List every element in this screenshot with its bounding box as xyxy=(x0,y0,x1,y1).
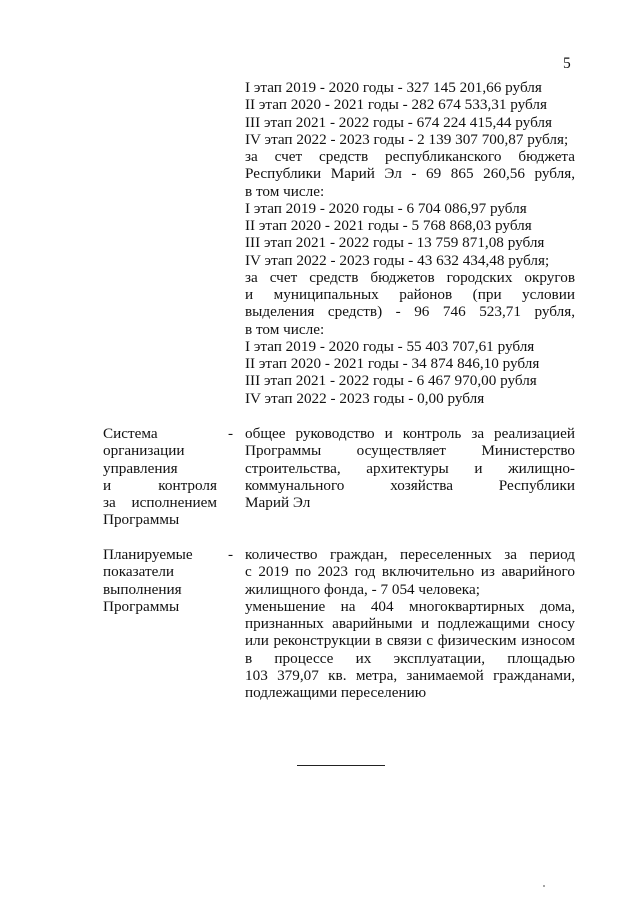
municipal-stage-4: IV этап 2022 - 2023 годы - 0,00 рубля xyxy=(245,389,485,407)
indicators-dash: - xyxy=(228,546,234,563)
indicators-label-line: выполнения xyxy=(103,580,182,598)
management-value-line: Программы осуществляет Министерство xyxy=(245,442,575,460)
federal-stage-1: I этап 2019 - 2020 годы - 327 145 201,66 рубля xyxy=(245,79,542,96)
management-label xyxy=(103,425,217,529)
republic-stage-2: II этап 2020 - 2021 годы - 5 768 868,03 рубля xyxy=(245,217,532,234)
indicators-value-line: или реконструкции в связи с физическим износом xyxy=(245,632,575,650)
municipal-stage-2: II этап 2020 - 2021 годы - 34 874 846,10 рубля xyxy=(245,355,540,372)
indicators-label xyxy=(103,546,217,615)
municipal-stage-1: I этап 2019 - 2020 годы - 55 403 707,61 рубля xyxy=(245,337,535,355)
republic-stage-1: I этап 2019 - 2020 годы - 6 704 086,97 рубля xyxy=(245,199,527,217)
republic-stage-4: IV этап 2022 - 2023 годы - 43 632 434,48 рубля; xyxy=(245,251,550,269)
indicators-value-line: жилищного фонда, - 7 054 человека; xyxy=(245,580,480,598)
management-value-line: Марий Эл xyxy=(245,494,311,511)
republic-stage-3: III этап 2021 - 2022 годы - 13 759 871,08 рубля xyxy=(245,234,545,252)
management-label-line: Система xyxy=(103,425,158,442)
federal-stage-3: III этап 2021 - 2022 годы - 674 224 415,44 рубля xyxy=(245,113,552,131)
funding-block xyxy=(245,79,575,407)
municipal-intro-3: выделения средств) - 96 746 523,71 рубля, xyxy=(245,303,575,321)
management-label-line: Программы xyxy=(103,511,180,529)
management-label-line: за исполнением xyxy=(103,494,217,511)
indicators-label-line: показатели xyxy=(103,563,175,581)
page-number: 5 xyxy=(563,55,571,72)
scan-speck xyxy=(543,885,545,887)
signature-line xyxy=(297,765,385,766)
management-value-line: общее руководство и контроль за реализацией xyxy=(245,425,575,442)
republic-in-total: в том числе: xyxy=(245,182,325,200)
republic-intro-2: Республики Марий Эл - 69 865 260,56 рубля, xyxy=(245,165,575,183)
republic-intro-1: за счет средств республиканского бюджета xyxy=(245,148,575,165)
municipal-intro-1: за счет средств бюджетов городских округов xyxy=(245,268,575,286)
management-label-line: организации xyxy=(103,442,185,460)
management-value-line: строительства, архитектуры и жилищно- xyxy=(245,459,575,477)
management-value-line: коммунального хозяйства Республики xyxy=(245,476,575,494)
management-value xyxy=(245,425,575,511)
indicators-value-line: количество граждан, переселенных за период xyxy=(245,546,575,563)
management-label-line: управления xyxy=(103,459,178,477)
indicators-value xyxy=(245,546,575,701)
indicators-label-line: Планируемые xyxy=(103,546,193,563)
indicators-value-line: признанных аварийными и подлежащими сносу xyxy=(245,615,575,632)
management-dash: - xyxy=(228,425,234,442)
management-label-line: и контроля xyxy=(103,476,217,494)
indicators-value-line: в процессе их эксплуатации, площадью xyxy=(245,649,575,667)
federal-stage-4: IV этап 2022 - 2023 годы - 2 139 307 700,87 рубля; xyxy=(245,130,569,148)
municipal-in-total: в том числе: xyxy=(245,320,325,338)
federal-stage-2: II этап 2020 - 2021 годы - 282 674 533,31 рубля xyxy=(245,96,547,114)
indicators-value-line: подлежащими переселению xyxy=(245,684,427,701)
indicators-value-line: 103 379,07 кв. метра, занимаемой гражданами, xyxy=(245,666,575,684)
municipal-intro-2: и муниципальных районов (при условии xyxy=(245,286,575,303)
municipal-stage-3: III этап 2021 - 2022 годы - 6 467 970,00 рубля xyxy=(245,372,537,390)
indicators-value-line: уменьшение на 404 многоквартирных дома, xyxy=(245,597,575,615)
indicators-label-line: Программы xyxy=(103,597,180,615)
indicators-value-line: с 2019 по 2023 год включительно из аварийного xyxy=(245,563,575,581)
